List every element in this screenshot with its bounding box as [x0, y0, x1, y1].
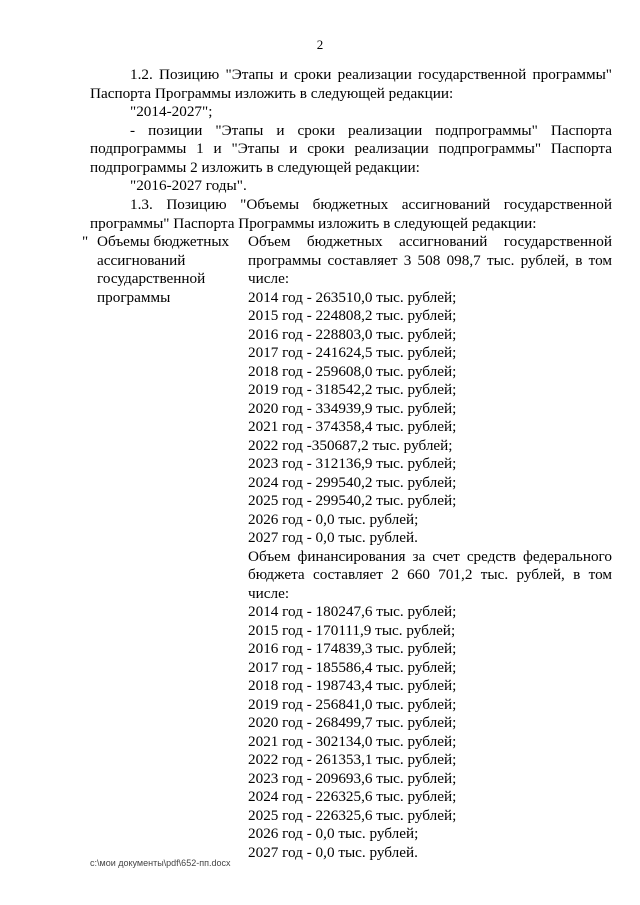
table-label-line: ассигнований: [97, 251, 186, 269]
total-year-line: 2016 год - 228803,0 тыс. рублей;: [248, 325, 457, 343]
total-year-line: 2018 год - 259608,0 тыс. рублей;: [248, 362, 457, 380]
table-label-line: Объемы бюджетных: [97, 233, 230, 250]
federal-intro-line: бюджета составляет 2 660 701,2 тыс. рублей, в том: [248, 566, 612, 583]
federal-intro-line: числе:: [248, 584, 290, 602]
total-year-line: 2015 год - 224808,2 тыс. рублей;: [248, 307, 457, 324]
table-left-column: [97, 233, 237, 307]
total-intro-line: числе:: [248, 270, 290, 287]
file-path-footer: c:\мои документы\pdf\652-пп.docx: [90, 858, 231, 868]
federal-year-line: 2025 год - 226325,6 тыс. рублей;: [248, 806, 457, 824]
federal-year-line: 2018 год - 198743,4 тыс. рублей;: [248, 677, 457, 694]
federal-year-line: 2019 год - 256841,0 тыс. рублей;: [248, 695, 457, 713]
total-year-line: 2024 год - 299540,2 тыс. рублей;: [248, 473, 457, 491]
page-number: 2: [316, 37, 324, 52]
paragraph-line: 1.2. Позицию "Этапы и сроки реализации государственной программы": [130, 66, 612, 83]
paragraph-line: подпрограммы 2 изложить в следующей редакции:: [90, 158, 420, 176]
opening-quote: ": [82, 233, 89, 250]
federal-year-line: 2021 год - 302134,0 тыс. рублей;: [248, 732, 457, 750]
total-intro-line: Объем бюджетных ассигнований государственной: [248, 233, 612, 250]
federal-year-line: 2024 год - 226325,6 тыс. рублей;: [248, 788, 457, 805]
paragraph-line: подпрограммы 1 и "Этапы и сроки реализации подпрограммы" Паспорта: [90, 140, 612, 157]
paragraph-line: "2016-2027 годы".: [130, 177, 247, 194]
paragraph-line: 1.3. Позицию "Объемы бюджетных ассигнований государственной: [130, 196, 612, 213]
federal-year-line: 2026 год - 0,0 тыс. рублей;: [248, 825, 419, 842]
total-year-line: 2014 год - 263510,0 тыс. рублей;: [248, 288, 457, 306]
total-year-line: 2027 год - 0,0 тыс. рублей.: [248, 529, 418, 546]
table-label-line: программы: [97, 288, 171, 306]
total-year-line: 2017 год - 241624,5 тыс. рублей;: [248, 344, 457, 361]
total-year-line: 2021 год - 374358,4 тыс. рублей;: [248, 418, 457, 435]
total-year-line: 2022 год -350687,2 тыс. рублей;: [248, 436, 453, 454]
paragraph-line: Паспорта Программы изложить в следующей редакции:: [90, 84, 454, 102]
table-label-line: государственной: [97, 270, 206, 287]
paragraph-line: - позиции "Этапы и сроки реализации подпрограммы" Паспорта: [130, 121, 612, 139]
federal-intro-line: Объем финансирования за счет средств федерального: [248, 547, 612, 565]
paragraph-1-2: [90, 66, 612, 196]
federal-year-line: 2022 год - 261353,1 тыс. рублей;: [248, 751, 457, 768]
federal-year-line: 2015 год - 170111,9 тыс. рублей;: [248, 621, 456, 639]
paragraph-line: "2014-2027";: [130, 103, 213, 120]
total-year-line: 2023 год - 312136,9 тыс. рублей;: [248, 455, 457, 472]
table-right-column: [248, 233, 612, 862]
federal-year-line: 2020 год - 268499,7 тыс. рублей;: [248, 714, 457, 731]
federal-year-line: 2027 год - 0,0 тыс. рублей.: [248, 843, 418, 861]
federal-year-line: 2023 год - 209693,6 тыс. рублей;: [248, 769, 457, 787]
federal-year-line: 2014 год - 180247,6 тыс. рублей;: [248, 603, 457, 620]
total-year-line: 2020 год - 334939,9 тыс. рублей;: [248, 399, 457, 417]
total-year-line: 2019 год - 318542,2 тыс. рублей;: [248, 381, 457, 398]
total-intro-line: программы составляет 3 508 098,7 тыс. рублей, в том: [248, 251, 612, 269]
federal-year-line: 2017 год - 185586,4 тыс. рублей;: [248, 658, 457, 676]
paragraph-line: программы" Паспорта Программы изложить в следующей редакции:: [90, 214, 537, 232]
total-year-line: 2026 год - 0,0 тыс. рублей;: [248, 510, 419, 528]
total-year-line: 2025 год - 299540,2 тыс. рублей;: [248, 492, 457, 509]
paragraph-1-3: [90, 196, 612, 233]
federal-year-line: 2016 год - 174839,3 тыс. рублей;: [248, 640, 457, 657]
